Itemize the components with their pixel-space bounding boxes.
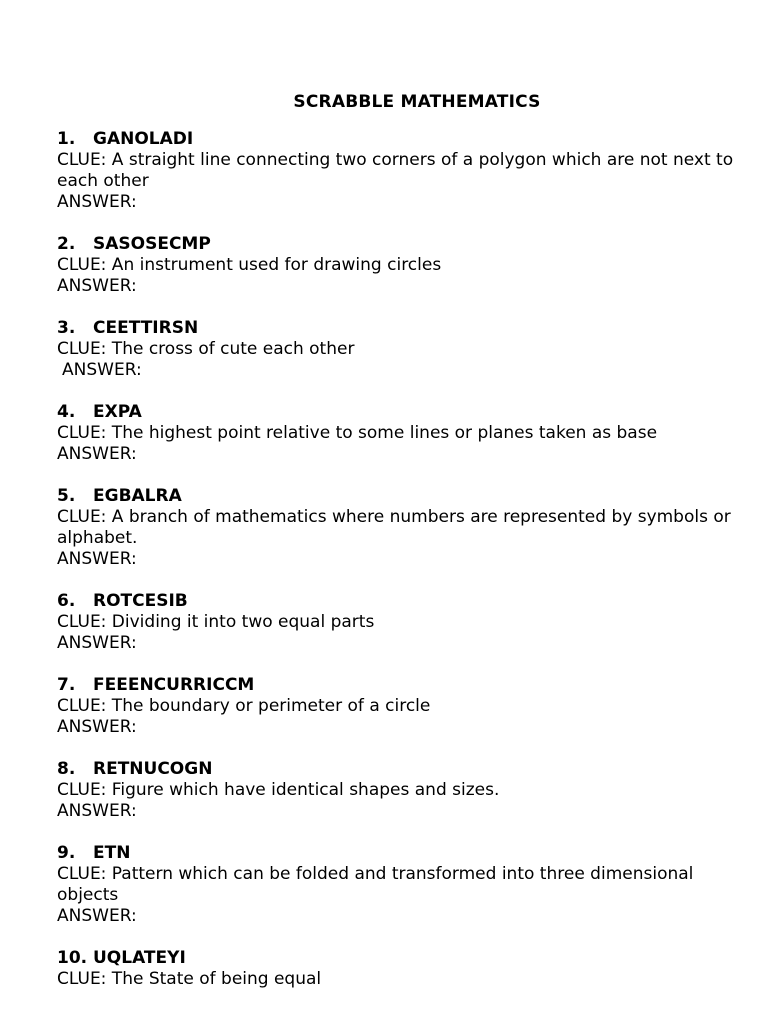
clue-text: CLUE: The boundary or perimeter of a circle [57,696,431,716]
puzzle-item-10 [57,948,747,990]
item-heading [57,759,747,780]
clue-text: CLUE: Pattern which can be folded and transformed into three dimensional objects [57,864,694,905]
puzzle-item-8 [57,759,747,822]
scrambled-word: EGBALRA [93,486,182,506]
scrambled-word: ROTCESIB [93,591,188,611]
item-heading [57,402,747,423]
puzzle-item-3 [57,318,747,381]
puzzle-item-4 [57,402,747,465]
item-number: 4. [57,402,76,422]
clue-text: CLUE: Figure which have identical shapes and sizes. [57,780,500,800]
answer-label: ANSWER: [62,360,142,380]
puzzle-item-9 [57,843,747,927]
item-number: 6. [57,591,76,611]
answer-label: ANSWER: [57,276,137,296]
item-number: 8. [57,759,76,779]
item-number: 10. [57,948,88,968]
item-number: 2. [57,234,76,254]
scrambled-word: SASOSECMP [93,234,211,254]
scrambled-word: GANOLADI [93,129,194,149]
answer-label: ANSWER: [57,549,137,569]
answer-label: ANSWER: [57,633,137,653]
item-heading [57,129,747,150]
item-number: 9. [57,843,76,863]
item-number: 1. [57,129,76,149]
clue-text: CLUE: An instrument used for drawing circles [57,255,442,275]
clue-text: CLUE: A straight line connecting two corners of a polygon which are not next to each other [57,150,734,191]
item-heading [57,675,747,696]
scrambled-word: FEEENCURRICCM [93,675,255,695]
clue-text: CLUE: The State of being equal [57,969,322,989]
clue-text: CLUE: The cross of cute each other [57,339,355,359]
answer-label: ANSWER: [57,192,137,212]
clue-text: CLUE: Dividing it into two equal parts [57,612,375,632]
scrambled-word: CEETTIRSN [93,318,199,338]
item-heading [57,948,747,969]
answer-label: ANSWER: [57,717,137,737]
puzzle-list [57,129,747,1011]
item-number: 7. [57,675,76,695]
puzzle-item-2 [57,234,747,297]
scrambled-word: UQLATEYI [93,948,186,968]
scrambled-word: EXPA [93,402,142,422]
item-heading [57,591,747,612]
puzzle-item-6 [57,591,747,654]
item-heading [57,843,747,864]
item-heading [57,234,747,255]
puzzle-item-7 [57,675,747,738]
item-number: 5. [57,486,76,506]
item-heading [57,486,747,507]
puzzle-item-5 [57,486,747,570]
item-number: 3. [57,318,76,338]
puzzle-item-1 [57,129,747,213]
answer-label: ANSWER: [57,444,137,464]
answer-label: ANSWER: [57,906,137,926]
clue-text: CLUE: A branch of mathematics where numbers are represented by symbols or alphabet. [57,507,731,548]
answer-label: ANSWER: [57,801,137,821]
clue-text: CLUE: The highest point relative to some lines or planes taken as base [57,423,658,443]
scrambled-word: RETNUCOGN [93,759,213,779]
item-heading [57,318,747,339]
scrambled-word: ETN [93,843,131,863]
page-title: SCRABBLE MATHEMATICS [293,92,541,112]
